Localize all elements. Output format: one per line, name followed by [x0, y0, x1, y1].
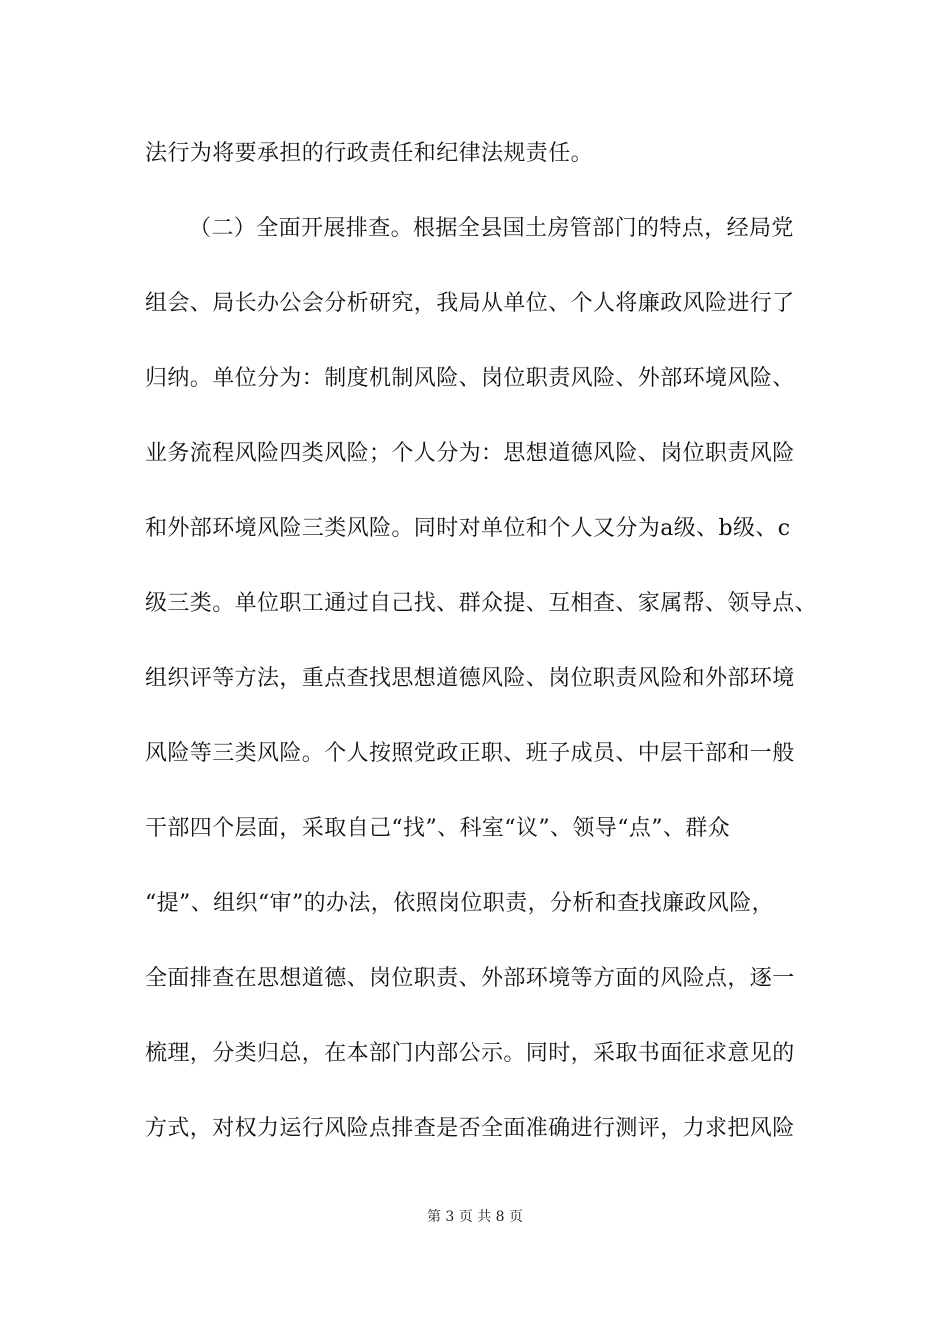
paragraph-line-10: 干部四个层面，采取自己“找”、科室“议”、领导“点”、群众 — [145, 816, 731, 841]
paragraph-line-11: “提”、组织“审”的办法，依照岗位职责，分析和查找廉政风险， — [145, 891, 774, 916]
paragraph-line-3: 组会、局长办公会分析研究，我局从单位、个人将廉政风险进行了 — [145, 291, 795, 316]
paragraph-line-7: 级三类。单位职工通过自己找、群众提、互相查、家属帮、领导点、 — [145, 591, 818, 616]
paragraph-line-8: 组织评等方法，重点查找思想道德风险、岗位职责风险和外部环境 — [145, 666, 795, 691]
paragraph-line-2: （二）全面开展排查。根据全县国土房管部门的特点，经局党 — [189, 216, 794, 241]
paragraph-line-14: 方式，对权力运行风险点排查是否全面准确进行测评，力求把风险 — [145, 1116, 795, 1141]
page-footer — [0, 1208, 950, 1226]
paragraph-line-12: 全面排查在思想道德、岗位职责、外部环境等方面的风险点，逐一 — [145, 966, 795, 991]
paragraph-line-9: 风险等三类风险。个人按照党政正职、班子成员、中层干部和一般 — [145, 741, 795, 766]
paragraph-line-1: 法行为将要承担的行政责任和纪律法规责任。 — [145, 141, 594, 166]
paragraph-line-6: 和外部环境风险三类风险。同时对单位和个人又分为a级、b级、c — [145, 516, 791, 541]
paragraph-line-5: 业务流程风险四类风险；个人分为：思想道德风险、岗位职责风险 — [145, 441, 795, 466]
page-number-label: 第 3 页 共 8 页 — [426, 1209, 524, 1225]
paragraph-line-13: 梳理，分类归总，在本部门内部公示。同时，采取书面征求意见的 — [145, 1041, 795, 1066]
paragraph-line-4: 归纳。单位分为：制度机制风险、岗位职责风险、外部环境风险、 — [145, 366, 795, 391]
